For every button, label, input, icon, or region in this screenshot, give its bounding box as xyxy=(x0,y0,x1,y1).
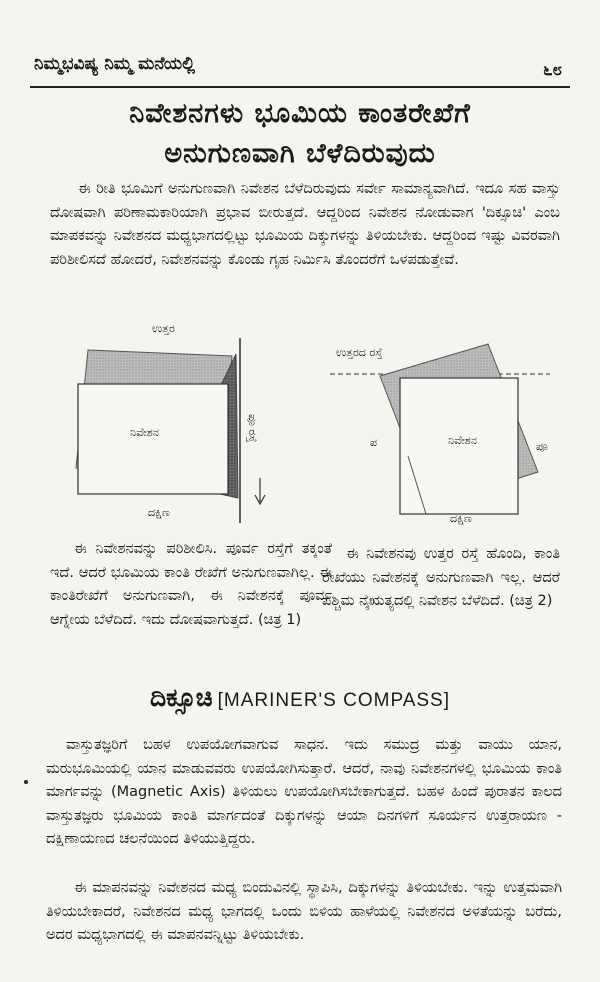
page-number: ೬೮ xyxy=(542,60,562,80)
figure-2-south-label: ದಕ್ಷಿಣ xyxy=(450,512,472,525)
compass-paragraph-1: ವಾಸ್ತುತಜ್ಞರಿಗೆ ಬಹಳ ಉಪಯೋಗವಾಗುವ ಸಾಧನ. ಇದು ಸಮುದ್ರ ಮತ್ತು ವಾಯು ಯಾನ, ಮರುಭೂಮಿಯಲ್ಲಿ ಯಾನ ಮಾಡುವವರು ಉಪಯೋಗಿಸುತ್ತಾರೆ. ಆದರೆ, ನಾವು ನಿವೇಶನಗಳಲ್ಲಿ ಭೂಮಿಯ ಕಾಂತಿ ಮಾರ್ಗವನ್ನು (Magnetic Axis) ತಿಳಿಯಲು ಉಪಯೋಗಿಸಬೇಕಾಗುತ್ತದೆ. ಬಹಳ ಹಿಂದೆ ಪುರಾತನ ಕಾಲದ ವಾಸ್ತುತಜ್ಞರು ಭೂಮಿಯ ಕಾಂತಿ ಮಾರ್ಗದಂತೆ ದಿಕ್ಕುಗಳನ್ನು ಆಯಾ ದಿನಗಳಿಗೆ ಸೂರ್ಯನ ಉತ್ತರಾಯಣ - ದಕ್ಷಿಣಾಯಣದ ಚಲನೆಯಿಂದ ತಿಳಿಯುತ್ತಿದ್ದರು. xyxy=(46,737,562,847)
running-head: ನಿಮ್ಮಭವಿಷ್ಯ ನಿಮ್ಮ ಮನೆಯಲ್ಲಿ xyxy=(34,54,195,74)
figure-1-site-label: ನಿವೇಶನ xyxy=(130,426,159,439)
intro-paragraph: ಈ ರೀತಿ ಭೂಮಿಗೆ ಅನುಗುಣವಾಗಿ ನಿವೇಶನ ಬೆಳೆದಿರುವುದು ಸರ್ವೇ ಸಾಮಾನ್ಯವಾಗಿದೆ. ಇದೂ ಸಹ ವಾಸ್ತು ದೋಷವಾಗಿ ಪರಿಣಾಮಕಾರಿಯಾಗಿ ಪ್ರಭಾವ ಬೀರುತ್ತದೆ. ಆದ್ದರಿಂದ ನಿವೇಶನ ನೋಡುವಾಗ 'ದಿಕ್ಸೂಚಿ' ಎಂಬ ಮಾಪಕವನ್ನು ನಿವೇಶನದ ಮಧ್ಯಭಾಗದಲ್ಲಿಟ್ಟು ಭೂಮಿಯ ದಿಕ್ಕುಗಳನ್ನು ತಿಳಿಯಬೇಕು. ಆದ್ದರಿಂದ ಇಷ್ಟು ವಿವರವಾಗಿ ಪರಿಶೀಲಿಸದೆ ಹೋದರೆ, ನಿವೇಶನವನ್ನು ಕೊಂಡು ಗೃಹ ನಿರ್ಮಿಸಿ ತೊಂದರೆಗೆ ಒಳಪಡುತ್ತೇವೆ. xyxy=(50,181,560,268)
header-rule xyxy=(30,86,570,88)
figure-2-east-label: ಪೂ xyxy=(536,440,548,453)
chapter-title-line-1: ನಿವೇಶನಗಳು ಭೂಮಿಯ ಕಾಂತರೇಖೆಗೆ xyxy=(129,98,471,129)
figure-2-west-label: ಪ xyxy=(370,436,378,449)
figure-1-east-road-label: ಪೂ ರಸ್ತೆ xyxy=(246,414,259,443)
figure-1-south-label: ದಕ್ಷಿಣ xyxy=(148,506,170,519)
figure-2-north-road-label: ಉತ್ತರದ ರಸ್ತೆ xyxy=(336,346,383,359)
figure-1-caption: ಈ ನಿವೇಶನವನ್ನು ಪರಿಶೀಲಿಸಿ. ಪೂರ್ವ ರಸ್ತೆಗೆ ತಕ್ಕಂತೆ ಇದೆ. ಆದರೆ ಭೂಮಿಯ ಕಾಂತಿ ರೇಖೆಗೆ ಅನುಗುಣವಾಗಿಲ್ಲ. ಈ ಕಾಂತಿರೇಖೆಗೆ ಅನುಗುಣವಾಗಿ, ಈ ನಿವೇಶನಕ್ಕೆ ಪೂರ್ವ ಆಗ್ನೇಯ ಬೆಳೆದಿದೆ. ಇದು ದೋಷವಾಗುತ್ತದೆ. (ಚಿತ್ರ 1) xyxy=(50,541,332,628)
figure-2 xyxy=(330,336,570,532)
figure-2-site-label: ನಿವೇಶನ xyxy=(448,434,477,447)
section-heading-kannada: ದಿಕ್ಸೂಚಿ xyxy=(149,683,213,712)
figure-2-caption: ಈ ನಿವೇಶನವು ಉತ್ತರ ರಸ್ತೆ ಹೊಂದಿ, ಕಾಂತಿ ರೇಖೆಯು ನಿವೇಶನಕ್ಕೆ ಅನುಗುಣವಾಗಿ ಇಲ್ಲ. ಆದರೆ ಪಶ್ಚಿಮ ನೈಋತ್ಯದಲ್ಲಿ ನಿವೇಶನ ಬೆಳೆದಿದೆ. (ಚಿತ್ರ 2) xyxy=(322,546,560,609)
print-speck xyxy=(24,780,28,784)
figure-1-north-label: ಉತ್ತರ xyxy=(152,322,175,335)
figure-1-diagram xyxy=(60,318,310,530)
section-heading xyxy=(20,683,580,713)
figure-1 xyxy=(60,318,310,530)
chapter-title-line-2: ಅನುಗುಣವಾಗಿ ಬೆಳೆದಿರುವುದು xyxy=(164,138,436,169)
section-heading-english: [MARINER'S COMPASS] xyxy=(217,690,451,711)
compass-paragraph-2: ಈ ಮಾಪನವನ್ನು ನಿವೇಶನದ ಮಧ್ಯ ಬಿಂದುವಿನಲ್ಲಿ ಸ್ಥಾಪಿಸಿ, ದಿಕ್ಕುಗಳನ್ನು ತಿಳಿಯಬೇಕು. ಇನ್ನು ಉತ್ತಮವಾಗಿ ತಿಳಿಯಬೇಕಾದರೆ, ನಿವೇಶನದ ಮಧ್ಯ ಭಾಗದಲ್ಲಿ ಒಂದು ಬಿಳಿಯ ಹಾಳೆಯಲ್ಲಿ ನಿವೇಶನದ ಅಳತೆಯನ್ನು ಬರೆದು, ಅದರ ಮಧ್ಯಭಾಗದಲ್ಲಿ ಈ ಮಾಪನವನ್ನಿಟ್ಟು ತಿಳಿಯಬೇಕು. xyxy=(46,880,562,943)
